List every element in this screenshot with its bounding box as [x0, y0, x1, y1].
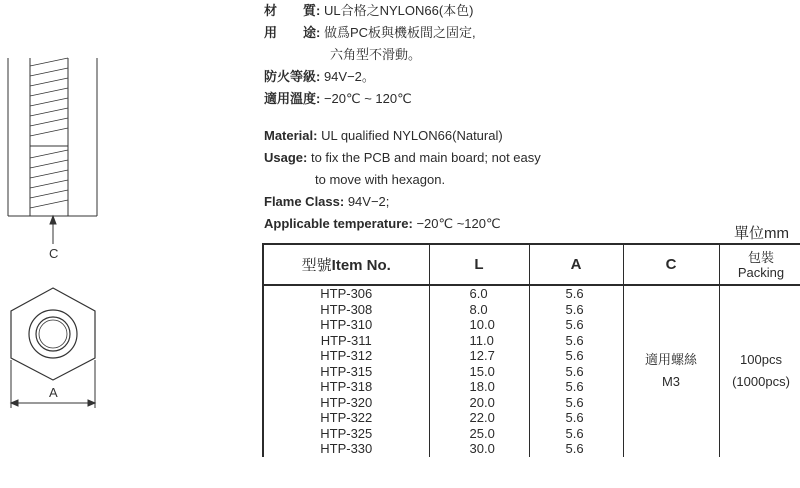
spec-cn-usage: 用 途: 做爲PC板與機板間之固定,	[264, 25, 476, 40]
cell-a: 5.6	[529, 317, 623, 333]
unit-label: 單位mm	[734, 225, 789, 242]
cell-a: 5.6	[529, 441, 623, 457]
spec-en-flame: Flame Class: 94V−2;	[264, 194, 390, 209]
table-row	[263, 285, 800, 302]
spec-cn-flame: 防火等級: 94V−2。	[264, 69, 375, 84]
cell-a: 5.6	[529, 395, 623, 411]
spec-en-usage: Usage: to fix the PCB and main board; not easy	[264, 150, 541, 165]
dimension-a-label: A	[49, 385, 58, 400]
cell-c-line-2: M3	[661, 374, 681, 390]
dimension-c-label: C	[49, 246, 59, 261]
cell-item-no: HTP-325	[263, 426, 429, 442]
cell-item-no: HTP-312	[263, 348, 429, 364]
table-header-row	[263, 244, 800, 285]
standoff-drawing	[0, 0, 120, 488]
cell-a: 5.6	[529, 285, 623, 302]
spec-cn-material: 材 質: UL合格之NYLON66(本色)	[264, 3, 474, 18]
spec-table	[262, 243, 800, 457]
cell-packing-line-2: (1000pcs)	[732, 374, 790, 390]
cell-a: 5.6	[529, 348, 623, 364]
cell-item-no: HTP-330	[263, 441, 429, 457]
spec-en-material: Material: UL qualified NYLON66(Natural)	[264, 128, 503, 143]
cell-l: 6.0	[429, 285, 529, 302]
cell-packing-line-1: 100pcs	[740, 352, 782, 368]
hex-view	[11, 288, 95, 380]
cell-a: 5.6	[529, 333, 623, 349]
cell-l: 25.0	[429, 426, 529, 442]
cell-item-no: HTP-311	[263, 333, 429, 349]
cell-l: 8.0	[429, 302, 529, 318]
spec-chinese	[264, 0, 476, 110]
header-c: C	[623, 244, 719, 285]
cell-l: 30.0	[429, 441, 529, 457]
spec-cn-temp: 適用溫度: −20℃ ~ 120℃	[264, 91, 412, 106]
cell-a: 5.6	[529, 410, 623, 426]
cell-a: 5.6	[529, 426, 623, 442]
cell-l: 22.0	[429, 410, 529, 426]
cell-l: 15.0	[429, 364, 529, 380]
spec-en-temp: Applicable temperature: −20℃ ~120℃	[264, 216, 501, 231]
cell-l: 11.0	[429, 333, 529, 349]
side-view	[8, 58, 97, 216]
cell-l: 12.7	[429, 348, 529, 364]
header-l: L	[429, 244, 529, 285]
cell-a: 5.6	[529, 302, 623, 318]
cell-item-no: HTP-318	[263, 379, 429, 395]
cell-a: 5.6	[529, 379, 623, 395]
cell-a: 5.6	[529, 364, 623, 380]
cell-packing-merged	[719, 285, 800, 457]
header-packing: 包裝 Packing	[719, 244, 800, 285]
spec-en-usage-cont: to move with hexagon.	[315, 172, 446, 187]
cell-l: 18.0	[429, 379, 529, 395]
cell-l: 20.0	[429, 395, 529, 411]
spec-english	[264, 125, 541, 235]
cell-l: 10.0	[429, 317, 529, 333]
cell-item-no: HTP-306	[263, 285, 429, 302]
header-a: A	[529, 244, 623, 285]
cell-item-no: HTP-308	[263, 302, 429, 318]
cell-item-no: HTP-322	[263, 410, 429, 426]
cell-c-merged	[623, 285, 719, 457]
header-item-no: 型號Item No.	[263, 244, 429, 285]
dimension-a-arrow	[11, 360, 95, 408]
spec-cn-usage-cont: 六角型不滑動。	[330, 47, 422, 62]
cell-c-line-1: 適用螺絲	[644, 352, 697, 368]
dimension-c-arrow	[50, 216, 56, 244]
cell-item-no: HTP-320	[263, 395, 429, 411]
cell-item-no: HTP-310	[263, 317, 429, 333]
cell-item-no: HTP-315	[263, 364, 429, 380]
